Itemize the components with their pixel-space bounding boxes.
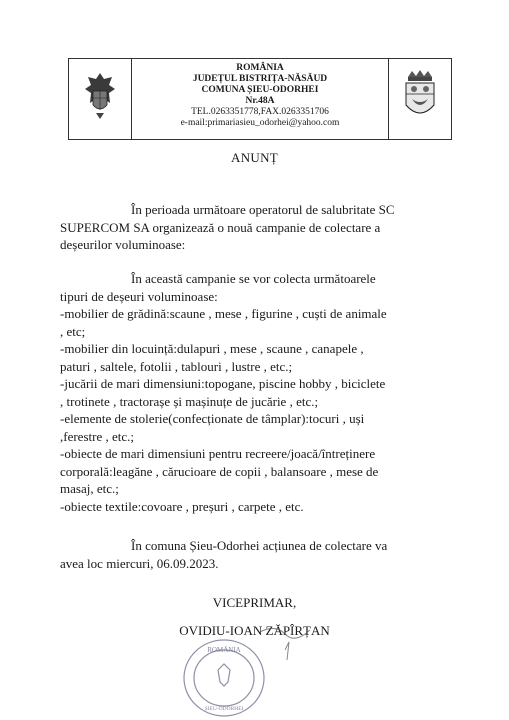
phone-fax: TEL.0263351778,FAX.0263351706 bbox=[191, 107, 329, 117]
stamp-text: ROMÂNIA bbox=[207, 646, 241, 654]
signatory-role: VICEPRIMAR, bbox=[212, 595, 297, 610]
list-item: ,ferestre , etc.; bbox=[60, 428, 134, 444]
signatory-name: OVIDIU-IOAN ZĂPÎRȚAN bbox=[179, 623, 330, 638]
county-name: JUDEȚUL BISTRIȚA-NĂSĂUD bbox=[192, 74, 328, 84]
list-item: , trotinete , tractorașe și mașinuțe de jucărie , etc.; bbox=[60, 393, 319, 409]
intro-line: SUPERCOM SA organizează o nouă campanie de colectare a bbox=[60, 219, 381, 235]
handwritten-signature-icon bbox=[255, 620, 325, 680]
commune-coat-of-arms-icon bbox=[400, 67, 440, 127]
romania-coat-of-arms-icon bbox=[82, 69, 118, 125]
stamp-text: ȘIEU-ODORHEI bbox=[204, 706, 244, 712]
intro-line: deșeurilor voluminoase: bbox=[60, 237, 186, 252]
campaign-paragraph bbox=[60, 270, 452, 515]
email-address: e-mail:primariasieu_odorhei@yahoo.com bbox=[180, 118, 340, 128]
address-number: Nr.48A bbox=[245, 96, 275, 106]
campaign-intro-line: În această campanie se vor colecta următoarele bbox=[131, 271, 376, 286]
list-item: -obiecte textile:covoare , preșuri , carpete , etc. bbox=[60, 498, 304, 514]
list-item: corporală:leagăne , cărucioare de copii , balansoare , mese de bbox=[60, 463, 379, 479]
commune-name: COMUNA ȘIEU-ODORHEI bbox=[201, 85, 319, 95]
announcement-title: ANUNȚ bbox=[231, 150, 278, 165]
list-item: -elemente de stolerie(confecționate de tâmplar):tocuri , uși bbox=[60, 411, 365, 426]
campaign-intro-line: tipuri de deșeuri voluminoase: bbox=[60, 288, 218, 304]
list-item: -mobilier din locuință:dulapuri , mese , scaune , canapele , bbox=[60, 341, 364, 356]
list-item: -obiecte de mari dimensiuni pentru recreere/joacă/întreținere bbox=[60, 446, 376, 461]
list-item: -jucării de mari dimensiuni:topogane, piscine hobby , biciclete bbox=[60, 376, 386, 391]
intro-paragraph bbox=[60, 201, 452, 254]
letterhead bbox=[68, 58, 452, 140]
country-name: ROMÂNIA bbox=[236, 63, 284, 73]
closing-paragraph bbox=[60, 537, 452, 572]
list-item: masaj, etc.; bbox=[60, 481, 119, 496]
closing-line: avea loc miercuri, 06.09.2023. bbox=[60, 555, 219, 571]
intro-line: În perioada următoare operatorul de salubritate SC bbox=[131, 202, 395, 217]
letterhead-right-cell bbox=[388, 59, 451, 139]
list-item: -mobilier de grădină:scaune , mese , figurine , cuști de animale bbox=[60, 306, 387, 321]
list-item: paturi , saltele, fotolii , tablouri , lustre , etc.; bbox=[60, 358, 293, 374]
letterhead-left-cell bbox=[69, 59, 132, 139]
letterhead-text bbox=[131, 63, 389, 129]
closing-line: În comuna Șieu-Odorhei acțiunea de colectare va bbox=[131, 538, 388, 553]
list-item: , etc; bbox=[60, 323, 86, 339]
